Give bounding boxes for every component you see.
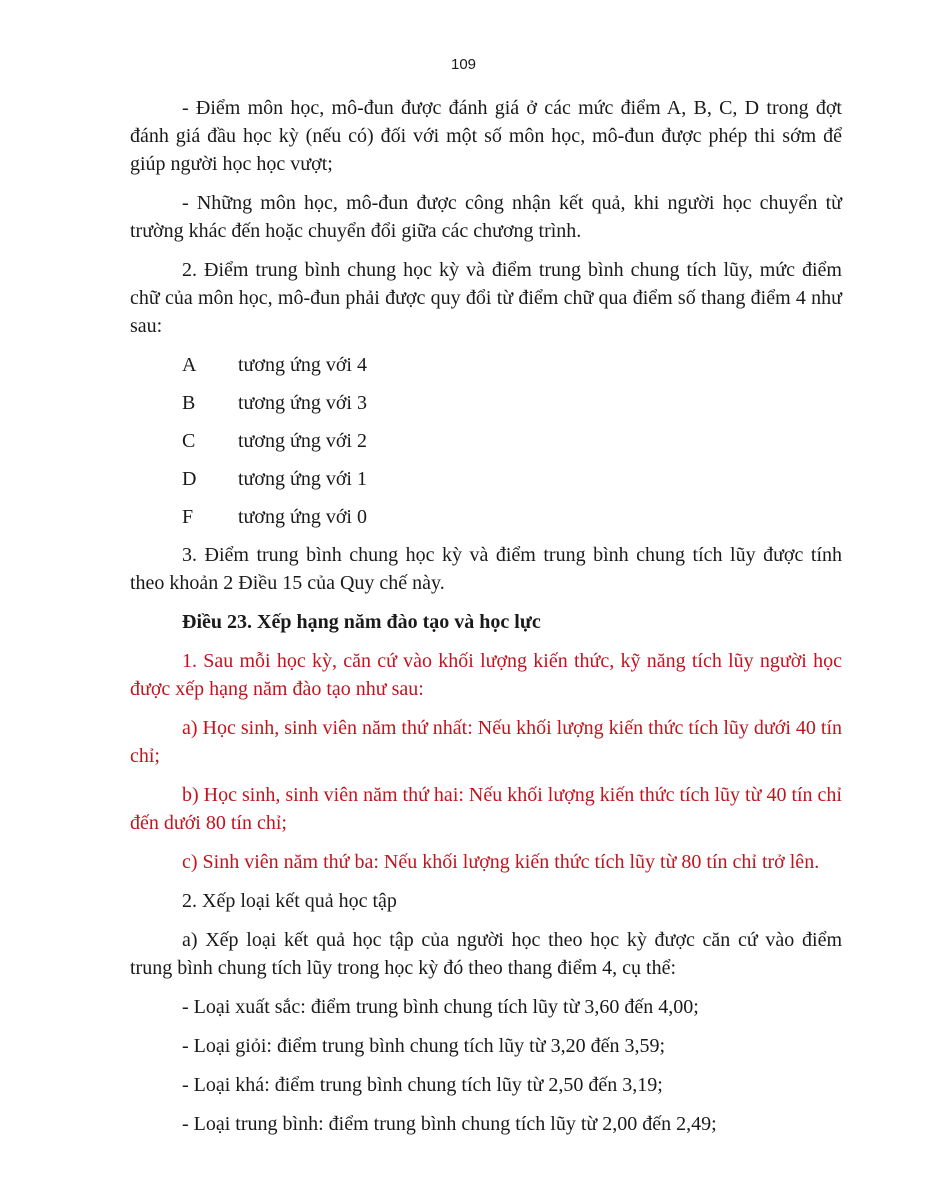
grade-letter: D <box>182 468 197 490</box>
article-heading: Điều 23. Xếp hạng năm đào tạo và học lực <box>182 611 541 633</box>
grade-row-b <box>130 389 842 417</box>
grade-equivalent: tương ứng với 2 <box>238 430 367 452</box>
paragraph-year-ranking: 1. Sau mỗi học kỳ, căn cứ vào khối lượng kiến thức, kỹ năng tích lũy người học được xếp hạng năm đào tạo như sau: <box>130 650 842 700</box>
grade-letter: C <box>182 430 196 452</box>
grade-row-d <box>130 465 842 493</box>
classification-good: - Loại giỏi: điểm trung bình chung tích lũy từ 3,20 đến 3,59; <box>182 1035 665 1057</box>
grade-row-c <box>130 427 842 455</box>
paragraph-grade-conversion: 2. Điểm trung bình chung học kỳ và điểm trung bình chung tích lũy, mức điểm chữ của môn học, mô-đun phải được quy đổi từ điểm chữ qua điểm số thang điểm 4 như sau: <box>130 259 842 337</box>
grade-equivalent: tương ứng với 1 <box>238 468 367 490</box>
grade-equivalent: tương ứng với 4 <box>238 354 367 376</box>
paragraph-early-assessment: - Điểm môn học, mô-đun được đánh giá ở các mức điểm A, B, C, D trong đợt đánh giá đầu học kỳ (nếu có) đối với một số môn học, mô-đun được phép thi sớm để giúp người học học vượt; <box>130 97 842 175</box>
grade-letter: B <box>182 392 196 414</box>
paragraph-semester-classification: a) Xếp loại kết quả học tập của người học theo học kỳ được căn cứ vào điểm trung bình chung tích lũy trong học kỳ đó theo thang điểm 4, cụ thể: <box>130 929 842 979</box>
classification-average: - Loại trung bình: điểm trung bình chung tích lũy từ 2,00 đến 2,49; <box>182 1113 717 1135</box>
classification-excellent: - Loại xuất sắc: điểm trung bình chung tích lũy từ 3,60 đến 4,00; <box>182 996 699 1018</box>
grade-letter: A <box>182 354 197 376</box>
paragraph-third-year: c) Sinh viên năm thứ ba: Nếu khối lượng kiến thức tích lũy từ 80 tín chỉ trở lên. <box>182 851 820 873</box>
paragraph-first-year: a) Học sinh, sinh viên năm thứ nhất: Nếu khối lượng kiến thức tích lũy dưới 40 tín chỉ; <box>130 717 842 767</box>
grade-equivalent: tương ứng với 0 <box>238 506 367 528</box>
page-number: 109 <box>450 56 477 73</box>
paragraph-gpa-calculation: 3. Điểm trung bình chung học kỳ và điểm trung bình chung tích lũy được tính theo khoản 2 Điều 15 của Quy chế này. <box>130 544 842 594</box>
grade-equivalent: tương ứng với 3 <box>238 392 367 414</box>
grade-row-f <box>130 503 842 531</box>
document-body <box>130 94 842 1149</box>
grade-row-a <box>130 351 842 379</box>
section-2-title: 2. Xếp loại kết quả học tập <box>182 890 397 912</box>
paragraph-second-year: b) Học sinh, sinh viên năm thứ hai: Nếu khối lượng kiến thức tích lũy từ 40 tín chỉ đến dưới 80 tín chỉ; <box>130 784 842 834</box>
classification-fair: - Loại khá: điểm trung bình chung tích lũy từ 2,50 đến 3,19; <box>182 1074 663 1096</box>
grade-letter: F <box>182 506 194 528</box>
paragraph-recognized-results: - Những môn học, mô-đun được công nhận kết quả, khi người học chuyển từ trường khác đến hoặc chuyển đổi giữa các chương trình. <box>130 192 842 242</box>
